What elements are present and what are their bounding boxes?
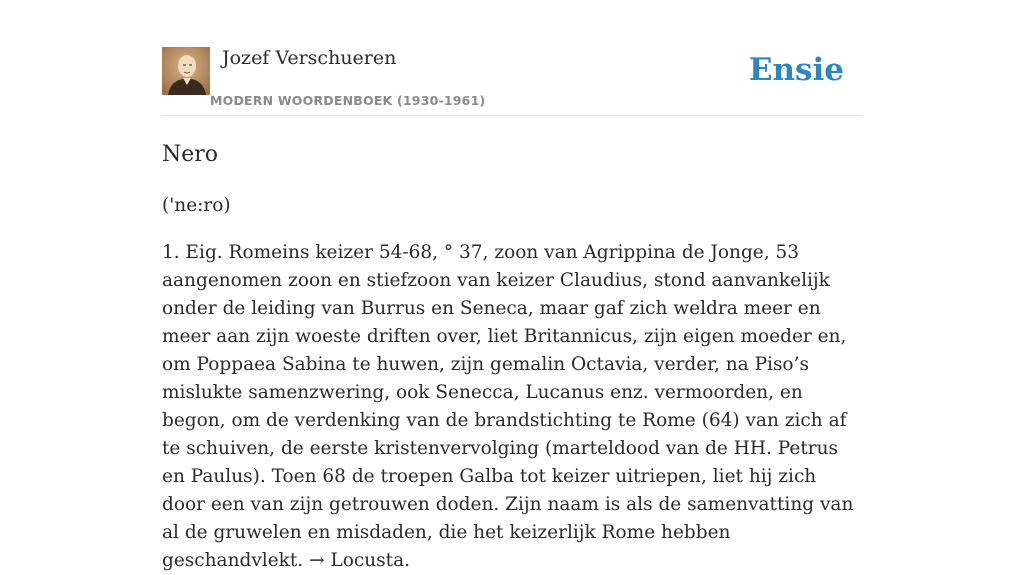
brand-logo[interactable]: Ensie xyxy=(748,52,844,88)
author-name[interactable]: Jozef Verschueren xyxy=(222,47,397,69)
entry-header xyxy=(162,46,862,116)
entry-title: Nero xyxy=(162,142,219,167)
author-portrait-icon xyxy=(162,47,210,95)
source-label[interactable]: MODERN WOORDENBOEK (1930-1961) xyxy=(210,93,486,108)
entry-pronunciation: ('ne:ro) xyxy=(162,195,231,216)
entry-definition: 1. Eig. Romeins keizer 54-68, ° 37, zoon van Agrippina de Jonge, 53 aangenomen zoon en stiefzoon van keizer Claudius, stond aanvankelijk onder de leiding van Burrus en Seneca, maar gaf zich weldra meer en meer aan zijn woeste driften over, liet Britannicus, zijn eigen moeder en, om Poppaea Sabina te huwen, zijn gemalin Octavia, verder, na Piso’s mislukte samenzwering, ook Senecca, Lucanus enz. vermoorden, en begon, om de verdenking van de brandstichting te Rome (64) van zich af te schuiven, de eerste kristenvervolging (marteldood van de HH. Petrus en Paulus). Toen 68 de troepen Galba tot keizer uitriepen, liet hij zich door een van zijn getrouwen doden. Zijn naam is als de samenvatting van al de gruwelen en misdaden, die het keizerlijk Rome hebben geschandvlekt. → Locusta. xyxy=(162,242,854,571)
author-avatar[interactable] xyxy=(162,47,210,95)
